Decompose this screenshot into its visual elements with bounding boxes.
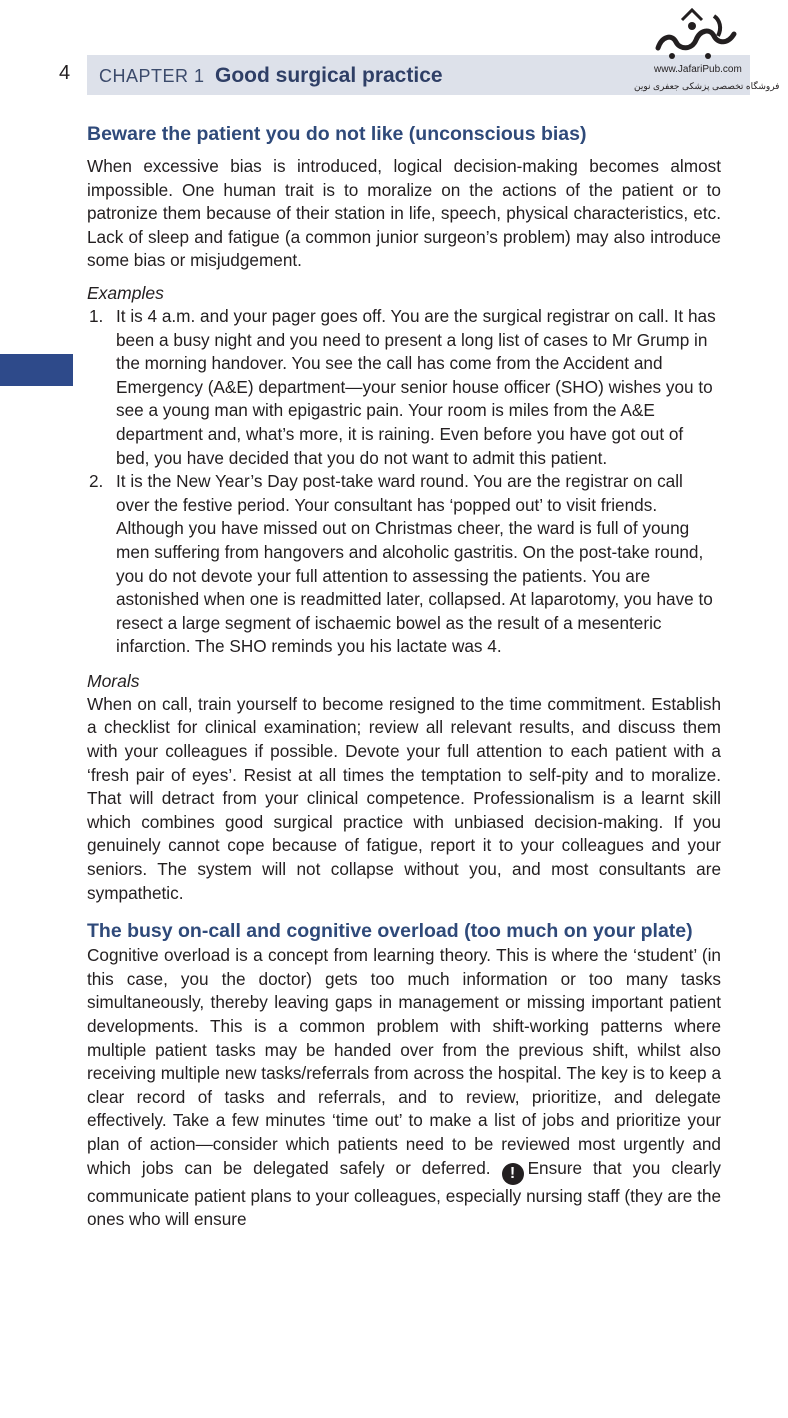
paragraph-text: Cognitive overload is a concept from learning theory. This is where the ‘student’ (in this case, you the doctor) gets too much information or too many tasks simultaneously, thereby leaving gaps in management or missing important patient developments. This is a common problem with shift-working patterns where multiple patient tasks may be handed over from the previous shift, whilst also receiving multiple new tasks/referrals from across the hospital. The key is to keep a clear record of tasks and referrals, and to review, prioritize, and delegate effectively. Take a few minutes ‘time out’ to make a list of jobs and prioritize your plan of action—consider which patients need to be reviewed most urgently and which jobs can be delegated safely or deferred. <box>87 945 721 1178</box>
examples-heading: Examples <box>87 282 164 303</box>
morals-paragraph: When on call, train yourself to become resigned to the time commitment. Establish a checklist for clinical examination; review all relevant results, and discuss them with your colleagues if possible. Devote your full attention to each patient with a ‘fresh pair of eyes’. Resist at all times the temptation to self-pity and to moralize. That will detract from your clinical competence. Professionalism is a learnt skill which combines good surgical practice with unbiased decision-making. If you genuinely cannot cope because of fatigue, report it to your colleagues and your seniors. The system will not collapse without you, and most consultants are sympathetic. <box>87 693 721 903</box>
page-body <box>87 122 721 1232</box>
list-item <box>87 470 721 659</box>
publisher-logo-icon <box>652 6 740 64</box>
chapter-label: CHAPTER 1 <box>99 66 205 86</box>
list-item <box>87 305 721 470</box>
chapter-title: Good surgical practice <box>214 64 443 87</box>
section-heading-unconscious-bias: Beware the patient you do not like (unconscious bias) <box>87 123 587 145</box>
examples-list <box>87 305 721 659</box>
publisher-watermark <box>630 6 780 96</box>
chapter-thumb-tab <box>0 354 73 386</box>
watermark-subtitle: فروشگاه تخصصی پزشکی جعفری نوین <box>634 81 780 91</box>
warning-icon: ! <box>502 1163 524 1185</box>
paragraph-text-continued: Ensure that you clearly communicate patient plans to your colleagues, especially nursing staff (they are the ones who will ensure <box>87 1157 721 1230</box>
page-number: 4 <box>59 62 71 84</box>
intro-paragraph: When excessive bias is introduced, logical decision-making becomes almost impossible. One human trait is to moralize on the actions of the patient or to patronize them because of their station in life, speech, physical characteristics, etc. Lack of sleep and fatigue (a common junior surgeon’s problem) may also introduce some bias or misjudgement. <box>87 156 721 271</box>
watermark-url: www.JafariPub.com <box>654 64 742 75</box>
list-item-text: It is 4 a.m. and your pager goes off. You are the surgical registrar on call. It has been a busy night and you need to present a long list of cases to Mr Grump in the morning handover. You see the call has come from the Accident and Emergency (A&E) department—your senior house officer (SHO) wishes you to see a young man with epigastric pain. Your room is miles from the A&E department and, what’s more, it is raining. Even before you have got out of bed, you have decided that you do not want to admit this patient. <box>116 305 716 468</box>
list-item-number: 2. <box>89 471 104 492</box>
morals-heading: Morals <box>87 670 140 691</box>
header-text <box>99 64 443 88</box>
cognitive-overload-paragraph <box>87 944 721 1232</box>
list-item-number: 1. <box>89 305 104 326</box>
list-item-text: It is the New Year’s Day post-take ward round. You are the registrar on call over the festive period. Your consultant has ‘popped out’ to visit friends. Although you have missed out on Christmas cheer, the ward is full of young men suffering from hangovers and alcoholic gastritis. On the post-take round, you do not devote your full attention to assessing the patients. You are astonished when one is readmitted later, collapsed. At laparotomy, you have to resect a large segment of ischaemic bowel as the result of a mesenteric infarction. The SHO reminds you his lactate was 4. <box>116 471 713 657</box>
section-heading-cognitive-overload: The busy on-call and cognitive overload (too much on your plate) <box>87 920 693 943</box>
